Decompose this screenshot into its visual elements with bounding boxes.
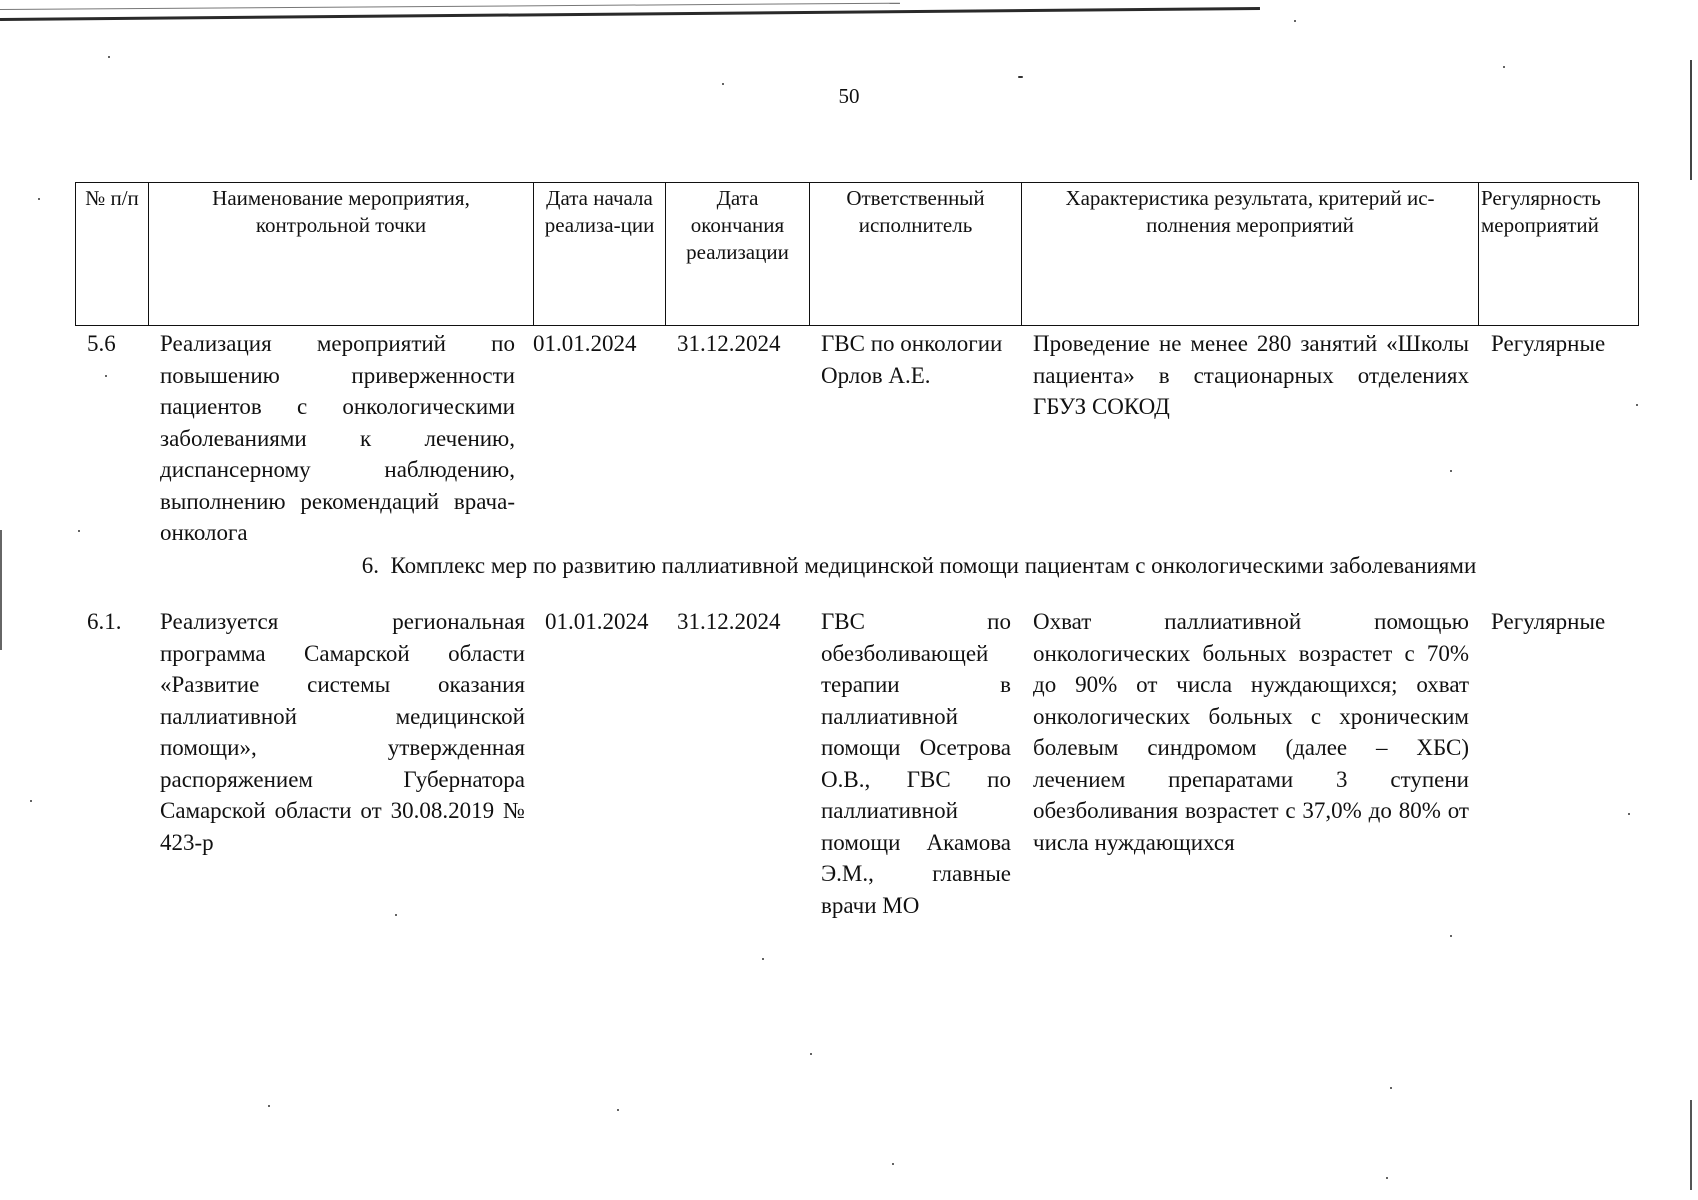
- header-start-date: Дата начала реализа-ции: [534, 183, 666, 326]
- section-title: 6. Комплекс мер по развитию паллиативной медицинской помощи пациентам с онкологическими заболеваниями: [361, 553, 1477, 578]
- row-start-date: 01.01.2024: [533, 331, 637, 356]
- row-num: 6.1.: [87, 609, 122, 634]
- scan-speck: [1628, 813, 1630, 815]
- scan-speck: [268, 1105, 270, 1107]
- scan-artifact-edge: [1690, 1100, 1692, 1190]
- scan-speck: [1018, 76, 1023, 78]
- scan-speck: [30, 800, 32, 802]
- scan-artifact-edge: [0, 530, 2, 650]
- page-number: 50: [838, 84, 860, 108]
- header-name: Наименование мероприятия, контрольной точки: [149, 183, 534, 326]
- row-result: Проведение не менее 280 занятий «Школы пациента» в стационарных отделениях ГБУЗ СОКОД: [1033, 331, 1469, 419]
- scan-speck: [78, 530, 80, 532]
- row-start-date: 01.01.2024: [545, 609, 649, 634]
- scan-speck: [1294, 20, 1296, 22]
- header-end-date: Дата окончания реализации: [666, 183, 810, 326]
- header-num: № п/п: [76, 183, 149, 326]
- table-header: [75, 182, 1639, 326]
- row-num: 5.6: [87, 331, 116, 356]
- row-responsible: ГВС по онкологии Орлов А.Е.: [821, 331, 1003, 388]
- row-result: Охват паллиативной помощью онкологических больных возрастет с 70% до 90% от числа нуждающихся; охват онкологических больных с хроническим болевым синдромом (далее – ХБС) лечением препаратами 3 ступени обезболивания возрастет с 37,0% до 80% от числа нуждающихся: [1033, 609, 1469, 855]
- scan-artifact-line: [0, 3, 900, 10]
- row-responsible: ГВС по обезболивающей терапии в паллиативной помощи Осетрова О.В., ГВС по паллиативной помощи Акамова Э.М., главные врачи МО: [821, 609, 1011, 918]
- scan-speck: [105, 375, 107, 377]
- row-end-date: 31.12.2024: [677, 609, 781, 634]
- scan-speck: [810, 1053, 812, 1055]
- scan-speck: [892, 1163, 894, 1165]
- header-result: Характеристика результата, критерий ис-полнения мероприятий: [1022, 183, 1479, 326]
- row-name: Реализуется региональная программа Самарской области «Развитие системы оказания паллиативной медицинской помощи», утвержденная распоряжением Губернатора Самарской области от 30.08.2019 № 423-р: [160, 609, 525, 855]
- header-regularity: Регулярность мероприятий: [1479, 183, 1639, 326]
- scan-speck: [38, 198, 40, 200]
- scan-speck: [1390, 1087, 1392, 1089]
- scan-speck: [108, 56, 110, 58]
- scan-speck: [1450, 470, 1452, 472]
- scan-speck: [1450, 935, 1452, 937]
- row-regularity: Регулярные: [1491, 609, 1606, 634]
- row-name: Реализация мероприятий по повышению приверженности пациентов с онкологическими заболеваниями к лечению, диспансерному наблюдению, выполнению рекомендаций врача-онколога: [160, 331, 515, 545]
- scan-artifact-edge: [1690, 60, 1692, 180]
- scan-speck: [1503, 66, 1505, 68]
- row-end-date: 31.12.2024: [677, 331, 781, 356]
- scan-speck: [395, 914, 397, 916]
- scan-speck: [1636, 404, 1638, 406]
- scan-speck: [762, 958, 764, 960]
- scan-speck: [617, 1109, 619, 1111]
- header-responsible: Ответственный исполнитель: [810, 183, 1022, 326]
- row-regularity: Регулярные: [1491, 331, 1606, 356]
- scan-artifact-border: [0, 7, 1260, 21]
- scan-speck: [1386, 1177, 1388, 1179]
